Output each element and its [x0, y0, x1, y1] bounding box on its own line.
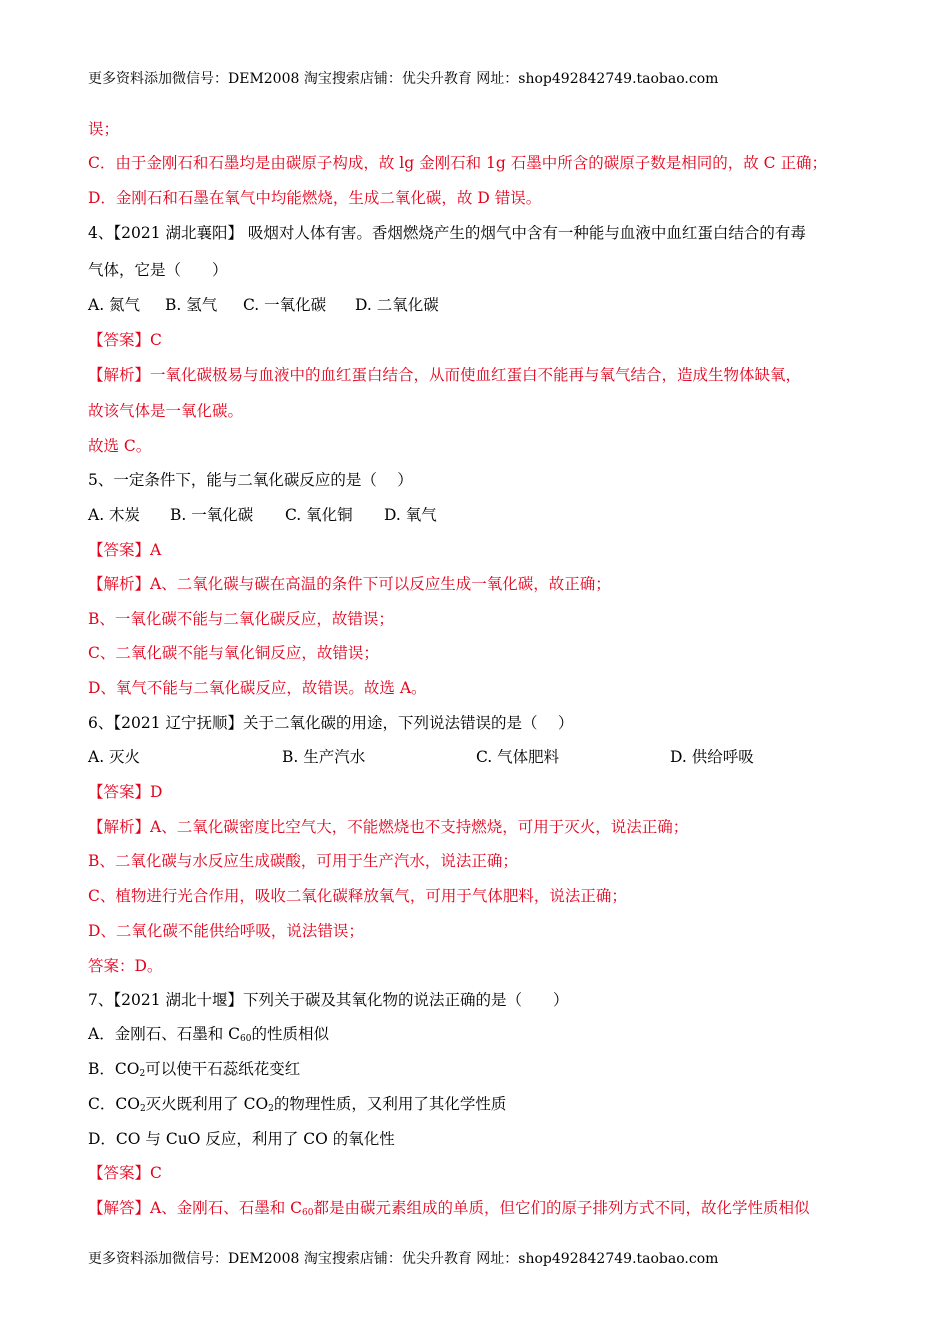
- q7-option-b-sub: 2: [139, 1069, 146, 1079]
- q7-option-a-sub: 60: [239, 1034, 252, 1044]
- q7-explanation-text: 【解答】A、金刚石、石墨和 C: [88, 1199, 302, 1217]
- q5-explanation-d: D、氧气不能与二氧化碳反应，故错误。故选 A。: [88, 679, 427, 697]
- q5-option-a: A. 木炭: [88, 506, 141, 524]
- q7-answer: 【答案】C: [88, 1164, 162, 1182]
- q6-stem: 6、【2021 辽宁抚顺】关于二氧化碳的用途，下列说法错误的是（ ）: [88, 714, 574, 732]
- q4-answer: 【答案】C: [88, 331, 162, 349]
- q6-option-a: A. 灭火: [88, 748, 141, 766]
- q6-explanation-a: 【解析】A、二氧化碳密度比空气大，不能燃烧也不支持燃烧，可用于灭火，说法正确；: [88, 818, 689, 836]
- q5-explanation-c: C、二氧化碳不能与氧化铜反应，故错误；: [88, 644, 379, 662]
- q7-explanation-text2: 都是由碳元素组成的单质，但它们的原子排列方式不同，故化学性质相似: [313, 1199, 810, 1217]
- q6-explanation-b: B、二氧化碳与水反应生成碳酸，可用于生产汽水，说法正确；: [88, 852, 518, 870]
- q4-option-a: A. 氮气: [88, 296, 141, 314]
- q6-option-b: B. 生产汽水: [282, 748, 366, 766]
- q7-option-b-text2: 可以使干石蕊纸花变红: [145, 1060, 301, 1078]
- q7-option-c-text2: 灭火既利用了 CO: [145, 1095, 269, 1113]
- q3-explanation-c: C．由于金刚石和石墨均是由碳原子构成，故 lg 金刚石和 1g 石墨中所含的碳原子数是相同的，故 C 正确；: [88, 154, 827, 172]
- q7-option-c: [88, 1092, 506, 1114]
- q5-option-c: C. 氧化铜: [285, 506, 353, 524]
- q7-option-b: [88, 1057, 300, 1079]
- q4-option-d: D. 二氧化碳: [355, 296, 439, 314]
- q5-stem: 5、一定条件下，能与二氧化碳反应的是（ ）: [88, 471, 413, 489]
- q7-option-a: [88, 1022, 329, 1044]
- q3-explanation-d: D．金刚石和石墨在氧气中均能燃烧，生成二氧化碳，故 D 错误。: [88, 189, 542, 207]
- page-header: 更多资料添加微信号：DEM2008 淘宝搜索店铺：优尖升教育 网址：shop492842749.taobao.com: [88, 71, 719, 87]
- q7-option-a-text: A．金刚石、石墨和 C: [88, 1025, 240, 1043]
- q4-stem-line2: 气体，它是（ ）: [88, 261, 228, 279]
- q7-option-a-text2: 的性质相似: [251, 1025, 329, 1043]
- q5-explanation-b: B、一氧化碳不能与二氧化碳反应，故错误；: [88, 610, 394, 628]
- q4-option-b: B. 氢气: [165, 296, 218, 314]
- q7-option-c-sub2: 2: [268, 1104, 274, 1114]
- q5-option-d: D. 氧气: [384, 506, 437, 524]
- q6-conclusion: 答案：D。: [88, 957, 163, 975]
- q5-option-b: B. 一氧化碳: [170, 506, 254, 524]
- q6-option-c: C. 气体肥料: [476, 748, 560, 766]
- page-footer: 更多资料添加微信号：DEM2008 淘宝搜索店铺：优尖升教育 网址：shop492842749.taobao.com: [88, 1251, 719, 1267]
- q6-answer: 【答案】D: [88, 783, 163, 801]
- q7-option-c-text3: 的物理性质，又利用了其化学性质: [273, 1095, 507, 1113]
- q4-option-c: C. 一氧化碳: [243, 296, 327, 314]
- q6-explanation-d: D、二氧化碳不能供给呼吸，说法错误；: [88, 922, 364, 940]
- q7-option-d: D．CO 与 CuO 反应，利用了 CO 的氧化性: [88, 1130, 395, 1148]
- q6-option-d: D. 供给呼吸: [670, 748, 754, 766]
- q7-explanation: [88, 1196, 809, 1218]
- q7-option-b-text: B．CO: [88, 1060, 140, 1078]
- q5-answer: 【答案】A: [88, 541, 162, 559]
- q7-explanation-sub: 60: [301, 1208, 314, 1218]
- q7-stem: 7、【2021 湖北十堰】下列关于碳及其氧化物的说法正确的是（ ）: [88, 991, 569, 1009]
- q4-conclusion: 故选 C。: [88, 437, 152, 455]
- q4-explanation-line2: 故该气体是一氧化碳。: [88, 402, 244, 420]
- q7-option-c-text: C．CO: [88, 1095, 140, 1113]
- q6-explanation-c: C、植物进行光合作用，吸收二氧化碳释放氧气，可用于气体肥料，说法正确；: [88, 887, 627, 905]
- q7-option-c-sub1: 2: [139, 1104, 146, 1114]
- q5-explanation-a: 【解析】A、二氧化碳与碳在高温的条件下可以反应生成一氧化碳，故正确；: [88, 575, 611, 593]
- q3-explanation-tail: 误；: [88, 120, 120, 138]
- q4-stem-line1: 4、【2021 湖北襄阳】 吸烟对人体有害。香烟燃烧产生的烟气中含有一种能与血液中血红蛋白结合的有毒: [88, 224, 806, 242]
- q4-explanation-line1: 【解析】一氧化碳极易与血液中的血红蛋白结合，从而使血红蛋白不能再与氧气结合，造成生物体缺氧，: [88, 366, 802, 384]
